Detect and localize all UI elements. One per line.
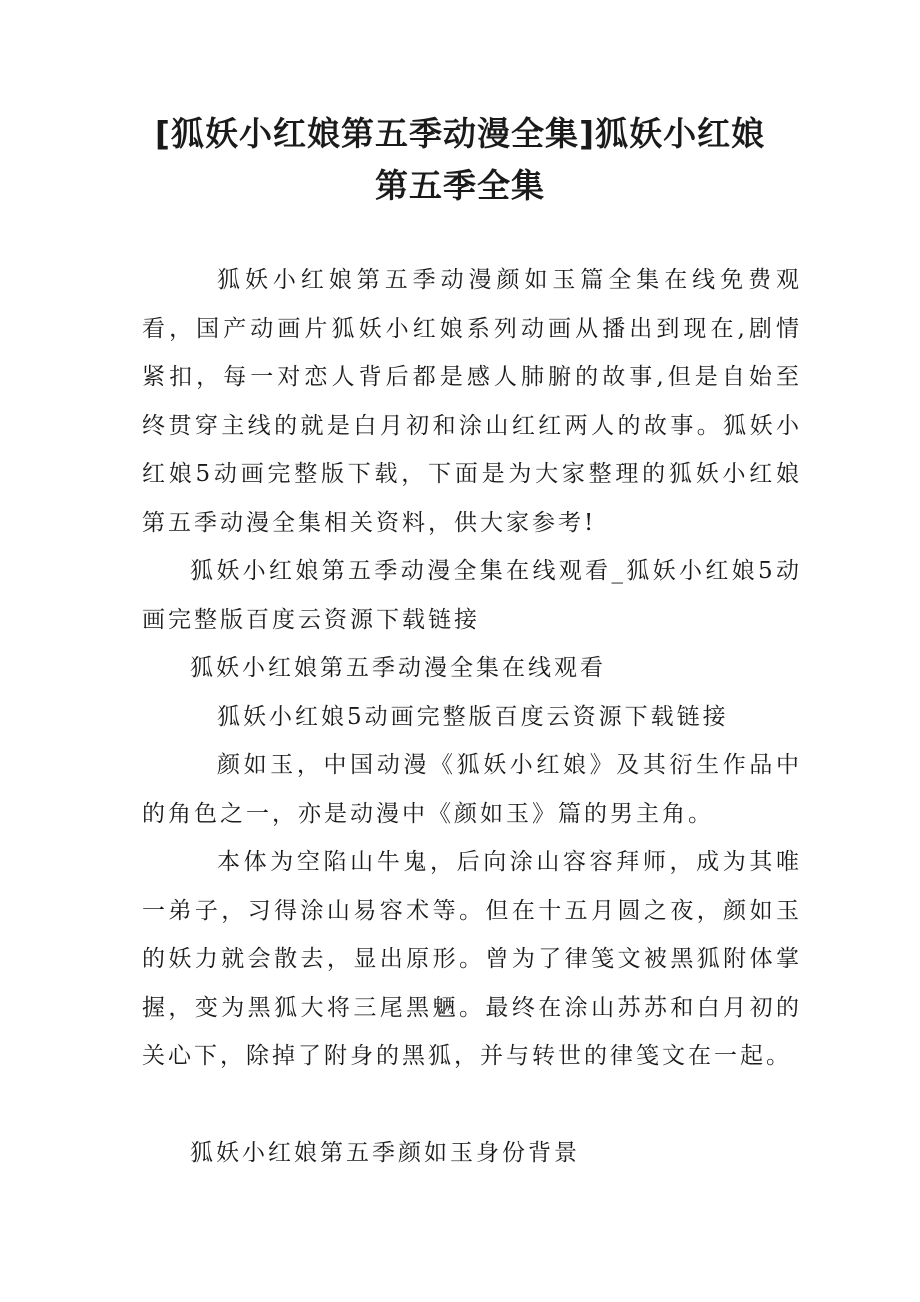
character-detail-paragraph: 本体为空陷山牛鬼，后向涂山容容拜师，成为其唯一弟子，习得涂山易容术等。但在十五月圆之夜，颜如玉的妖力就会散去，显出原形。曾为了律笺文被黑狐附体掌握，变为黑狐大将三尾黑魉。最终在涂山苏苏和白月初的关心下，除掉了附身的黑狐，并与转世的律笺文在一起。 <box>142 849 802 1069</box>
document-title <box>100 108 820 212</box>
title-line-1: [狐妖小红娘第五季动漫全集]狐妖小红娘 <box>154 114 766 153</box>
intro-paragraph: 狐妖小红娘第五季动漫颜如玉篇全集在线免费观看，国产动画片狐妖小红娘系列动画从播出到现在,剧情紧扣，每一对恋人背后都是感人肺腑的故事,但是自始至终贯穿主线的就是白月初和涂山红红两人的故事。狐妖小红娘5动画完整版下载，下面是为大家整理的狐妖小红娘第五季动漫全集相关资料，供大家参考! <box>142 267 802 536</box>
character-intro-paragraph: 颜如玉，中国动漫《狐妖小红娘》及其衍生作品中的角色之一，亦是动漫中《颜如玉》篇的男主角。 <box>142 752 802 827</box>
title-line-2: 第五季全集 <box>375 166 545 205</box>
identity-background-heading: 狐妖小红娘第五季颜如玉身份背景 <box>190 1139 580 1166</box>
paragraph-spacer <box>142 1081 802 1129</box>
download-heading-paragraph: 狐妖小红娘第五季动漫全集在线观看_狐妖小红娘5动画完整版百度云资源下载链接 <box>142 558 802 633</box>
online-watch-line: 狐妖小红娘第五季动漫全集在线观看 <box>190 655 606 681</box>
baidu-download-line: 狐妖小红娘5动画完整版百度云资源下载链接 <box>217 703 729 730</box>
document-body <box>142 256 802 1177</box>
